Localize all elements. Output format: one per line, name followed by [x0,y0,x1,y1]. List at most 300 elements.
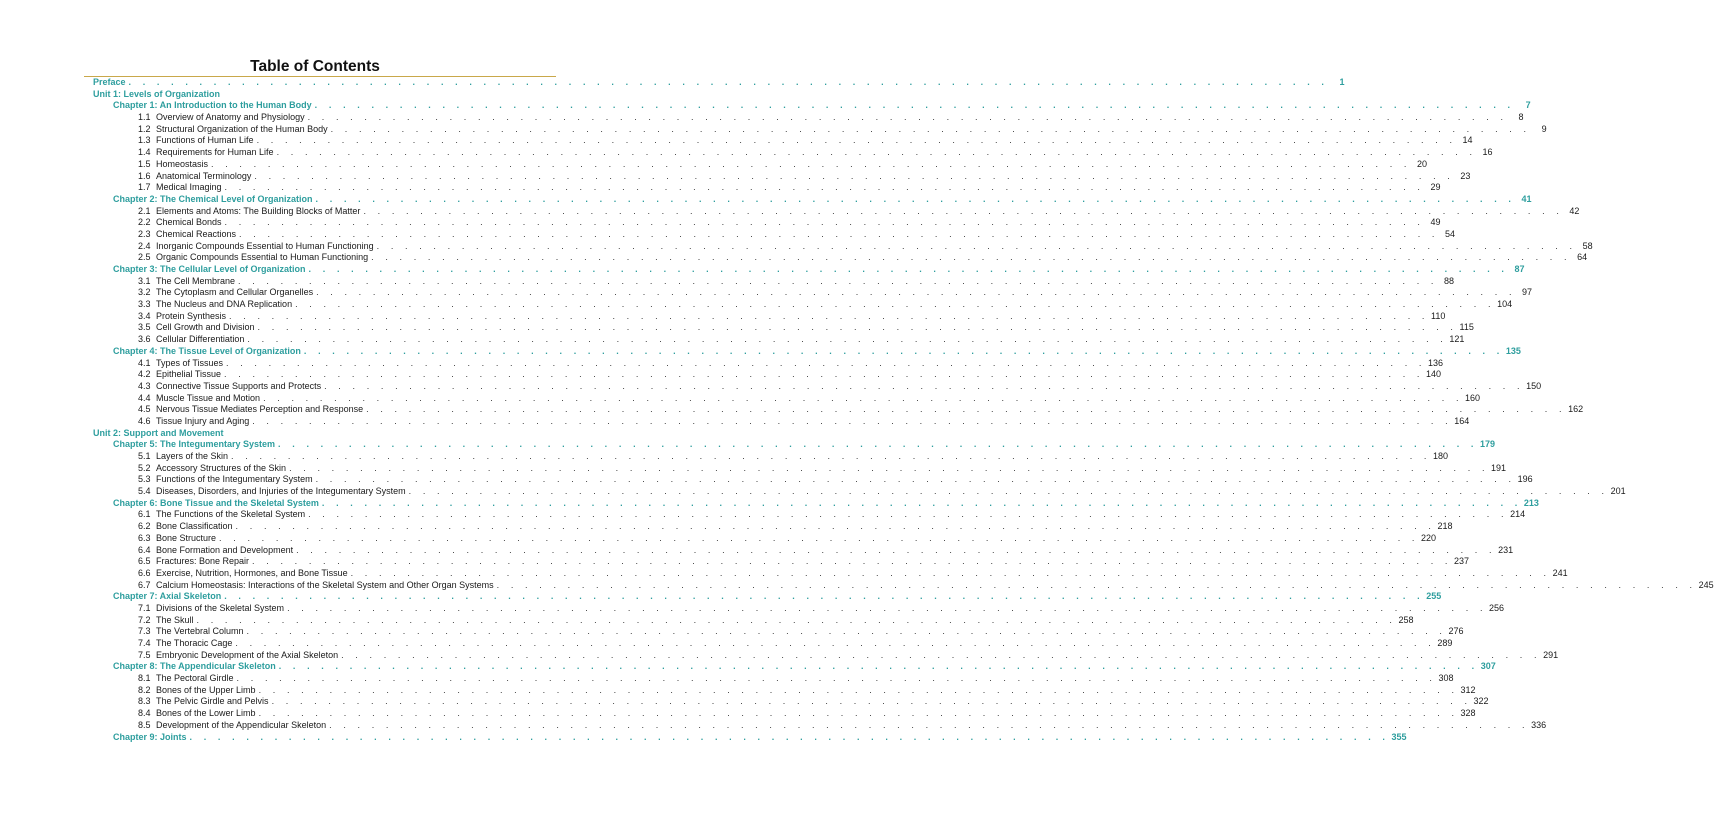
entry-label: The Pectoral Girdle [156,673,234,684]
entry-label: Muscle Tissue and Motion [156,392,261,403]
entry-label: Overview of Anatomy and Physiology [156,112,305,123]
dot-leader: . . . . . . . . . . . . . . . . . . . . . . . . . . . . . . . . . . . . . . . . . . . . . . . . . . . . . . . . . . . . . . . . . . . . . . . . . . . . . . . . . . . . . [263,392,1464,403]
toc-entry-title [113,661,279,673]
toc-entry-section[interactable] [0,708,1476,720]
dot-leader: . . . . . . . . . . . . . . . . . . . . . . . . . . . . . . . . . . . . . . . . . . . . . . . . . . . . . . . . . . . . . . . . . . . . . . . . . . . . . . . . . . . . . [371,252,1572,263]
toc-entry-title [138,369,224,381]
page-number: 88 [1444,275,1455,286]
page-number: 135 [1505,345,1521,356]
dot-leader: . . . . . . . . . . . . . . . . . . . . . . . . . . . . . . . . . . . . . . . . . . . . . . . . . . . . . . . . . . . . . . . . . . . . . . . . . . . . . . . . . . . . . [366,404,1567,415]
entry-label: Unit 1: Levels of Organization [93,88,221,99]
page-number: 9 [1541,123,1547,134]
page-number: 54 [1445,228,1456,239]
dot-leader: . . . . . . . . . . . . . . . . . . . . . . . . . . . . . . . . . . . . . . . . . . . . . . . . . . . . . . . . . . . . . . . . . . . . . . . . . . . . . . . . . . . . . [296,544,1497,555]
section-number: 4.4 [138,392,151,403]
dot-leader: . . . . . . . . . . . . . . . . . . . . . . . . . . . . . . . . . . . . . . . . . . . . . . . . . . . . . . . . . . . . . . . . . . . . . . . . . . . . . . . . . . . . . [258,708,1459,719]
toc-entry-title [138,217,225,229]
page-number: 201 [1610,486,1626,497]
page-number: 110 [1431,310,1446,321]
section-number: 6.2 [138,521,151,532]
page-number: 160 [1465,392,1481,403]
toc-entry-title [138,568,351,580]
section-number: 7.5 [138,649,151,660]
section-number: 1.5 [138,158,151,169]
page-number: 336 [1531,719,1547,730]
dot-leader: . . . . . . . . . . . . . . . . . . . . . . . . . . . . . . . . . . . . . . . . . . . . . . . . . . . . . . . . . . . . . . . . . . . . . . . . . . . . . . . . . . . . . [307,112,1508,123]
dot-leader: . . . . . . . . . . . . . . . . . . . . . . . . . . . . . . . . . . . . . . . . . . . . . . . . . . . . . . . . . . . . . . . . . . . . . . . . . . . . . . . . . . . . . [315,474,1516,485]
toc-entry-chapter[interactable] [0,345,1521,358]
dot-leader: . . . . . . . . . . . . . . . . . . . . . . . . . . . . . . . . . . . . . . . . . . . . . . . . . . . . . . . . . . . . . . . . . . . . . . . . . . . . . . . . . . . . . [278,439,1479,450]
page-number: 14 [1462,135,1473,146]
entry-label: Connective Tissue Supports and Protects [156,380,322,391]
dot-leader: . . . . . . . . . . . . . . . . . . . . . . . . . . . . . . . . . . . . . . . . . . . . . . . . . . . . . . . . . . . . . . . . . . . . . . . . . . . . . . . . . . . . . [295,299,1496,310]
page-number: 237 [1454,556,1470,567]
toc-entry-title [138,521,236,533]
toc-entry-chapter[interactable] [0,497,1539,510]
page-number: 8 [1518,112,1524,123]
entry-label: Diseases, Disorders, and Injuries of the Integumentary System [156,486,406,497]
toc-entry-title [138,463,289,475]
section-number: 4.6 [138,415,151,426]
entry-label: Chapter 5: The Integumentary System [113,439,276,450]
page-number: 97 [1522,287,1533,298]
section-number: 1.4 [138,147,151,158]
toc-entry-title [138,650,341,662]
section-number: 2.1 [138,205,151,216]
page-number: 289 [1437,638,1453,648]
dot-leader: . . . . . . . . . . . . . . . . . . . . . . . . . . . . . . . . . . . . . . . . . . . . . . . . . . . . . . . . . . . . . . . . . . . . . . . . . . . . . . . . . . . . . [247,334,1448,345]
dot-leader: . . . . . . . . . . . . . . . . . . . . . . . . . . . . . . . . . . . . . . . . . . . . . . . . . . . . . . . . . . . . . . . . . . . . . . . . . . . . . . . . . . . . . [252,556,1453,567]
entry-label: Bone Structure [156,532,217,543]
page-number: 29 [1430,182,1441,193]
page-number: 180 [1433,451,1449,461]
toc-entry-title [138,696,272,708]
section-number: 6.1 [138,509,151,520]
entry-label: Bone Formation and Development [156,544,294,555]
toc-entry-section[interactable] [0,287,1533,299]
section-number: 5.1 [138,451,151,461]
toc-entry-title [93,89,223,101]
toc-entry-section[interactable] [0,649,1559,662]
entry-label: The Functions of the Skeletal System [156,509,306,520]
toc-entry-section[interactable] [0,509,1526,521]
section-number: 4.2 [138,369,151,380]
page-number: 42 [1569,205,1580,216]
toc-entry-chapter[interactable] [0,439,1496,451]
toc-entry-section[interactable] [0,626,1464,638]
entry-label: The Cytoplasm and Cellular Organelles [156,287,314,298]
toc-entry-section[interactable] [0,252,1588,264]
entry-label: Embryonic Development of the Axial Skeleton [156,649,339,660]
entry-label: Functions of the Integumentary System [156,474,313,485]
page-number: 23 [1460,170,1471,181]
dot-leader: . . . . . . . . . . . . . . . . . . . . . . . . . . . . . . . . . . . . . . . . . . . . . . . . . . . . . . . . . . . . . . . . . . . . . . . . . . . . . . . . . . . . . [226,357,1427,368]
toc-entry-title [138,171,254,183]
entry-label: Medical Imaging [156,182,222,193]
page-number: 196 [1517,474,1533,485]
toc-entry-title [138,287,316,299]
toc-entry-section[interactable] [0,579,1714,592]
section-number: 2.4 [138,240,151,251]
page-number: 164 [1454,415,1470,426]
entry-label: Chemical Bonds [156,217,222,228]
toc-entry-title [138,615,197,627]
page-title: Table of Contents [250,58,380,75]
toc-entry-title [138,685,259,697]
section-number: 4.3 [138,380,151,391]
section-number: 7.3 [138,626,151,637]
toc-entry-unit[interactable] [0,77,1345,89]
toc-entry-section[interactable] [0,544,1514,557]
toc-entry-title [138,334,247,346]
toc-entry-title [113,498,322,510]
section-number: 1.2 [138,123,151,134]
dot-leader: . . . . . . . . . . . . . . . . . . . . . . . . . . . . . . . . . . . . . . . . . . . . . . . . . . . . . . . . . . . . . . . . . . . . . . . . . . . . . . . . . . . . . [224,591,1425,602]
entry-label: Chapter 4: The Tissue Level of Organization [113,345,301,356]
dot-leader: . . . . . . . . . . . . . . . . . . . . . . . . . . . . . . . . . . . . . . . . . . . . . . . . . . . . . . . . . . . . . . . . . . . . . . . . . . . . . . . . . . . . . [224,369,1425,380]
entry-label: The Nucleus and DNA Replication [156,299,293,310]
toc-entry-section[interactable] [0,415,1470,428]
section-number: 2.2 [138,217,151,228]
toc-entry-chapter[interactable] [0,100,1531,112]
dot-leader: . . . . . . . . . . . . . . . . . . . . . . . . . . . . . . . . . . . . . . . . . . . . . . . . . . . . . . . . . . . . . . . . . . . . . . . . . . . . . . . . . . . . . [252,415,1453,426]
entry-label: Calcium Homeostasis: Interactions of the Skeletal System and Other Organ Systems [156,579,494,590]
dot-leader: . . . . . . . . . . . . . . . . . . . . . . . . . . . . . . . . . . . . . . . . . . . . . . . . . . . . . . . . . . . . . . . . . . . . . . . . . . . . . . . . . . . . . [254,170,1455,181]
dot-leader: . . . . . . . . . . . . . . . . . . . . . . . . . . . . . . . . . . . . . . . . . . . . . . . . . . . . . . . . . . . . . . . . . . . . . . . . . . . . . . . . . . . . . [128,77,1329,87]
toc-entry-title [138,206,363,218]
entry-label: The Skull [156,614,194,625]
entry-label: Bones of the Upper Limb [156,684,256,695]
dot-leader: . . . . . . . . . . . . . . . . . . . . . . . . . . . . . . . . . . . . . . . . . . . . . . . . . . . . . . . . . . . . . . . . . . . . . . . . . . . . . . . . . . . . . [303,345,1504,356]
toc-entry-title [138,451,231,463]
section-number: 6.7 [138,579,151,590]
entry-label: Unit 2: Support and Movement [93,427,224,438]
toc-entry-title [138,381,324,393]
toc-entry-title [113,264,309,276]
section-number: 8.2 [138,684,151,695]
toc-entry-section[interactable] [0,486,1626,498]
page-number: 64 [1577,252,1588,263]
entry-label: Protein Synthesis [156,310,227,321]
toc-entry-title [138,474,316,486]
entry-label: Chapter 3: The Cellular Level of Organization [113,264,306,274]
page-number: 214 [1510,509,1526,520]
section-number: 4.5 [138,404,151,415]
toc-entry-title [138,416,252,428]
page-number: 218 [1437,521,1453,532]
toc-entry-title [138,673,237,685]
toc-entry-section[interactable] [0,567,1568,580]
page-number: 241 [1552,567,1568,578]
entry-label: The Cell Membrane [156,275,236,286]
entry-label: Fractures: Bone Repair [156,556,250,567]
toc-entry-title [138,708,259,720]
dot-leader: . . . . . . . . . . . . . . . . . . . . . . . . . . . . . . . . . . . . . . . . . . . . . . . . . . . . . . . . . . . . . . . . . . . . . . . . . . . . . . . . . . . . . [278,661,1479,672]
toc-entry-section[interactable] [0,334,1465,346]
section-number: 8.3 [138,696,151,707]
toc-entry-title [138,486,409,498]
entry-label: Preface [93,77,126,87]
toc-entry-title [138,720,329,732]
section-number: 8.4 [138,708,151,719]
dot-leader: . . . . . . . . . . . . . . . . . . . . . . . . . . . . . . . . . . . . . . . . . . . . . . . . . . . . . . . . . . . . . . . . . . . . . . . . . . . . . . . . . . . . . [329,719,1530,730]
toc-entry-section[interactable] [0,392,1481,405]
page-number: 20 [1417,158,1428,169]
entry-label: Chapter 2: The Chemical Level of Organization [113,193,313,204]
page-number: 255 [1426,591,1442,602]
toc-entry-title [93,428,227,440]
section-number: 3.1 [138,275,151,286]
entry-label: Exercise, Nutrition, Hormones, and Bone Tissue [156,567,348,578]
section-number: 2.5 [138,252,151,263]
toc-entry-title [138,404,366,416]
toc-entry-section[interactable] [0,521,1453,533]
section-number: 1.6 [138,170,151,181]
toc-entry-chapter[interactable] [0,731,1407,744]
dot-leader: . . . . . . . . . . . . . . . . . . . . . . . . . . . . . . . . . . . . . . . . . . . . . . . . . . . . . . . . . . . . . . . . . . . . . . . . . . . . . . . . . . . . . [496,579,1697,590]
section-number: 3.4 [138,310,151,321]
page-number: 140 [1426,369,1442,380]
toc-entry-title [138,159,211,171]
page-number: 7 [1525,100,1531,111]
toc-entry-title [138,147,277,159]
page-number: 245 [1698,579,1714,590]
page-number: 291 [1543,649,1559,660]
toc-entry-title [138,322,258,334]
section-number: 1.3 [138,135,151,146]
page-number: 16 [1482,147,1493,158]
toc-entry-title [113,732,190,744]
entry-label: Functions of Human Life [156,135,254,146]
toc-entry-section[interactable] [0,322,1474,334]
dot-leader: . . . . . . . . . . . . . . . . . . . . . . . . . . . . . . . . . . . . . . . . . . . . . . . . . . . . . . . . . . . . . . . . . . . . . . . . . . . . . . . . . . . . . [256,135,1457,146]
page-number: 1 [1339,77,1345,87]
toc-entry-section[interactable] [0,170,1471,183]
dot-leader: . . . . . . . . . . . . . . . . . . . . . . . . . . . . . . . . . . . . . . . . . . . . . . . . . . . . . . . . . . . . . . . . . . . . . . . . . . . . . . . . . . . . . [287,602,1488,613]
entry-label: Chapter 9: Joints [113,731,187,742]
toc-entry-section[interactable] [0,205,1580,218]
toc-entry-title [138,545,296,557]
page-number: 220 [1421,532,1437,543]
toc-entry-title [93,77,129,89]
toc-entry-title [113,439,278,451]
toc-entry-title [138,580,497,592]
toc-entry-heading[interactable] [0,428,630,440]
toc-entry-section[interactable] [0,673,1454,685]
section-number: 1.1 [138,112,151,123]
dot-leader: . . . . . . . . . . . . . . . . . . . . . . . . . . . . . . . . . . . . . . . . . . . . . . . . . . . . . . . . . . . . . . . . . . . . . . . . . . . . . . . . . . . . . [289,462,1490,473]
toc-entry-section[interactable] [0,299,1513,311]
entry-label: Chapter 8: The Appendicular Skeleton [113,661,276,672]
page-number: 312 [1460,684,1476,695]
section-number: 8.1 [138,673,151,684]
toc-entry-section[interactable] [0,614,1414,627]
toc-entry-section[interactable] [0,147,1493,159]
toc-entry-section[interactable] [0,719,1547,732]
toc-entry-title [113,100,315,112]
toc-entry-section[interactable] [0,462,1507,475]
entry-label: The Thoracic Cage [156,638,233,648]
toc-entry-section[interactable] [0,228,1456,241]
entry-label: Anatomical Terminology [156,170,252,181]
page-number: 179 [1480,439,1496,450]
dot-leader: . . . . . . . . . . . . . . . . . . . . . . . . . . . . . . . . . . . . . . . . . . . . . . . . . . . . . . . . . . . . . . . . . . . . . . . . . . . . . . . . . . . . . [257,322,1458,333]
dot-leader: . . . . . . . . . . . . . . . . . . . . . . . . . . . . . . . . . . . . . . . . . . . . . . . . . . . . . . . . . . . . . . . . . . . . . . . . . . . . . . . . . . . . . [276,147,1477,158]
page-number: 258 [1398,614,1414,625]
entry-label: The Vertebral Column [156,626,244,637]
toc-entry-heading[interactable] [0,89,630,101]
section-number: 3.2 [138,287,151,298]
entry-label: The Pelvic Girdle and Pelvis [156,696,269,707]
page-number: 104 [1497,299,1513,310]
page-number: 58 [1582,240,1593,251]
entry-label: Structural Organization of the Human Body [156,123,328,134]
toc-entry-title [138,135,257,147]
dot-leader: . . . . . . . . . . . . . . . . . . . . . . . . . . . . . . . . . . . . . . . . . . . . . . . . . . . . . . . . . . . . . . . . . . . . . . . . . . . . . . . . . . . . . [271,696,1472,707]
dot-leader: . . . . . . . . . . . . . . . . . . . . . . . . . . . . . . . . . . . . . . . . . . . . . . . . . . . . . . . . . . . . . . . . . . . . . . . . . . . . . . . . . . . . . [341,649,1542,660]
dot-leader: . . . . . . . . . . . . . . . . . . . . . . . . . . . . . . . . . . . . . . . . . . . . . . . . . . . . . . . . . . . . . . . . . . . . . . . . . . . . . . . . . . . . . [324,380,1525,391]
entry-label: Inorganic Compounds Essential to Human Functioning [156,240,374,251]
entry-label: Cell Growth and Division [156,322,255,333]
dot-leader: . . . . . . . . . . . . . . . . . . . . . . . . . . . . . . . . . . . . . . . . . . . . . . . . . . . . . . . . . . . . . . . . . . . . . . . . . . . . . . . . . . . . . [229,310,1430,321]
toc-entry-section[interactable] [0,684,1476,697]
toc-entry-title [138,603,287,615]
toc-entry-section[interactable] [0,112,1524,124]
toc-entry-section[interactable] [0,638,1453,650]
toc-entry-title [113,194,316,206]
entry-label: Divisions of the Skeletal System [156,602,285,613]
page-number: 191 [1491,462,1507,473]
section-number: 5.4 [138,486,151,497]
page-number: 308 [1438,673,1454,684]
toc-entry-section[interactable] [0,217,1441,229]
toc-entry-title [113,346,304,358]
section-number: 4.1 [138,357,151,368]
entry-label: Nervous Tissue Mediates Perception and Response [156,404,364,415]
dot-leader: . . . . . . . . . . . . . . . . . . . . . . . . . . . . . . . . . . . . . . . . . . . . . . . . . . . . . . . . . . . . . . . . . . . . . . . . . . . . . . . . . . . . . [224,182,1425,193]
page-number: 136 [1428,357,1444,368]
entry-label: Chapter 6: Bone Tissue and the Skeletal System [113,497,319,508]
toc-entry-title [138,626,247,638]
toc-entry-title [138,299,295,311]
toc-entry-title [138,229,239,241]
toc-entry-title [138,533,219,545]
toc-entry-section[interactable] [0,380,1542,393]
toc-entry-section[interactable] [0,602,1505,615]
dot-leader: . . . . . . . . . . . . . . . . . . . . . . . . . . . . . . . . . . . . . . . . . . . . . . . . . . . . . . . . . . . . . . . . . . . . . . . . . . . . . . . . . . . . . [239,228,1440,239]
dot-leader: . . . . . . . . . . . . . . . . . . . . . . . . . . . . . . . . . . . . . . . . . . . . . . . . . . . . . . . . . . . . . . . . . . . . . . . . . . . . . . . . . . . . . [246,626,1447,637]
dot-leader: . . . . . . . . . . . . . . . . . . . . . . . . . . . . . . . . . . . . . . . . . . . . . . . . . . . . . . . . . . . . . . . . . . . . . . . . . . . . . . . . . . . . . [321,497,1522,508]
dot-leader: . . . . . . . . . . . . . . . . . . . . . . . . . . . . . . . . . . . . . . . . . . . . . . . . . . . . . . . . . . . . . . . . . . . . . . . . . . . . . . . . . . . . . [363,205,1564,216]
page-number: 231 [1498,544,1514,555]
toc-entry-section[interactable] [0,369,1442,381]
section-number: 7.2 [138,614,151,625]
dot-leader: . . . . . . . . . . . . . . . . . . . . . . . . . . . . . . . . . . . . . . . . . . . . . . . . . . . . . . . . . . . . . . . . . . . . . . . . . . . . . . . . . . . . . [196,614,1397,625]
toc-entry-title [138,509,308,521]
page-number: 328 [1460,708,1476,719]
toc-entry-title [138,358,226,370]
page-number: 121 [1449,334,1465,345]
page-number: 41 [1521,193,1532,204]
dot-leader: . . . . . . . . . . . . . . . . . . . . . . . . . . . . . . . . . . . . . . . . . . . . . . . . . . . . . . . . . . . . . . . . . . . . . . . . . . . . . . . . . . . . . [408,486,1609,497]
toc-entry-chapter[interactable] [0,264,1525,276]
entry-label: Accessory Structures of the Skin [156,462,287,473]
entry-label: Elements and Atoms: The Building Blocks of Matter [156,205,361,216]
entry-label: Organic Compounds Essential to Human Functioning [156,252,369,263]
toc-entry-title [138,638,235,650]
dot-leader: . . . . . . . . . . . . . . . . . . . . . . . . . . . . . . . . . . . . . . . . . . . . . . . . . . . . . . . . . . . . . . . . . . . . . . . . . . . . . . . . . . . . . [235,638,1436,648]
toc-entry-section[interactable] [0,240,1593,253]
page-number: 150 [1526,380,1542,391]
dot-leader: . . . . . . . . . . . . . . . . . . . . . . . . . . . . . . . . . . . . . . . . . . . . . . . . . . . . . . . . . . . . . . . . . . . . . . . . . . . . . . . . . . . . . [314,100,1515,111]
entry-label: Chapter 7: Axial Skeleton [113,591,222,602]
page-number: 87 [1514,264,1525,274]
toc-entry-section[interactable] [0,310,1446,323]
dot-leader: . . . . . . . . . . . . . . . . . . . . . . . . . . . . . . . . . . . . . . . . . . . . . . . . . . . . . . . . . . . . . . . . . . . . . . . . . . . . . . . . . . . . . [350,567,1551,578]
toc-entry-title [138,182,225,194]
dot-leader: . . . . . . . . . . . . . . . . . . . . . . . . . . . . . . . . . . . . . . . . . . . . . . . . . . . . . . . . . . . . . . . . . . . . . . . . . . . . . . . . . . . . . [235,521,1436,532]
section-number: 1.7 [138,182,151,193]
page-number: 276 [1448,626,1464,637]
toc-entry-section[interactable] [0,556,1470,568]
page-number: 355 [1391,731,1407,742]
dot-leader: . . . . . . . . . . . . . . . . . . . . . . . . . . . . . . . . . . . . . . . . . . . . . . . . . . . . . . . . . . . . . . . . . . . . . . . . . . . . . . . . . . . . . [376,240,1577,251]
entry-label: Cellular Differentiation [156,334,245,345]
page-number: 115 [1459,322,1474,333]
page-number: 307 [1480,661,1496,672]
dot-leader: . . . . . . . . . . . . . . . . . . . . . . . . . . . . . . . . . . . . . . . . . . . . . . . . . . . . . . . . . . . . . . . . . . . . . . . . . . . . . . . . . . . . . [308,264,1509,274]
toc-entry-section[interactable] [0,404,1584,416]
section-number: 6.4 [138,544,151,555]
dot-leader: . . . . . . . . . . . . . . . . . . . . . . . . . . . . . . . . . . . . . . . . . . . . . . . . . . . . . . . . . . . . . . . . . . . . . . . . . . . . . . . . . . . . . [211,158,1412,169]
section-number: 5.2 [138,462,151,473]
section-number: 3.5 [138,322,151,333]
entry-label: Bones of the Lower Limb [156,708,256,719]
toc-entry-section[interactable] [0,135,1473,147]
toc-entry-title [138,252,371,264]
entry-label: Tissue Injury and Aging [156,415,250,426]
toc-entry-chapter[interactable] [0,193,1532,206]
section-number: 7.4 [138,638,151,648]
toc-entry-chapter[interactable] [0,591,1442,603]
toc-entry-section[interactable] [0,275,1455,288]
section-number: 3.6 [138,334,151,345]
page-number: 49 [1430,217,1441,228]
dot-leader: . . . . . . . . . . . . . . . . . . . . . . . . . . . . . . . . . . . . . . . . . . . . . . . . . . . . . . . . . . . . . . . . . . . . . . . . . . . . . . . . . . . . . [316,287,1517,298]
toc-entry-title [138,124,331,136]
toc-entry-section[interactable] [0,474,1533,486]
toc-entry-section[interactable] [0,357,1444,370]
entry-label: Chemical Reactions [156,228,237,239]
toc-entry-section[interactable] [0,182,1441,194]
entry-label: Layers of the Skin [156,451,229,461]
dot-leader: . . . . . . . . . . . . . . . . . . . . . . . . . . . . . . . . . . . . . . . . . . . . . . . . . . . . . . . . . . . . . . . . . . . . . . . . . . . . . . . . . . . . . [219,532,1420,543]
toc-entry-chapter[interactable] [0,661,1496,673]
section-number: 7.1 [138,602,151,613]
dot-leader: . . . . . . . . . . . . . . . . . . . . . . . . . . . . . . . . . . . . . . . . . . . . . . . . . . . . . . . . . . . . . . . . . . . . . . . . . . . . . . . . . . . . . [236,673,1437,684]
entry-label: Epithelial Tissue [156,369,222,380]
toc-entry-title [138,276,238,288]
toc-entry-section[interactable] [0,158,1428,171]
toc-entry-section[interactable] [0,451,1449,463]
page-number: 162 [1568,404,1584,415]
toc-entry-section[interactable] [0,123,1547,136]
entry-label: Bone Classification [156,521,233,532]
toc-entry-section[interactable] [0,696,1489,708]
toc-entry-section[interactable] [0,532,1437,545]
dot-leader: . . . . . . . . . . . . . . . . . . . . . . . . . . . . . . . . . . . . . . . . . . . . . . . . . . . . . . . . . . . . . . . . . . . . . . . . . . . . . . . . . . . . . [330,123,1531,134]
toc-entry-title [138,556,252,568]
